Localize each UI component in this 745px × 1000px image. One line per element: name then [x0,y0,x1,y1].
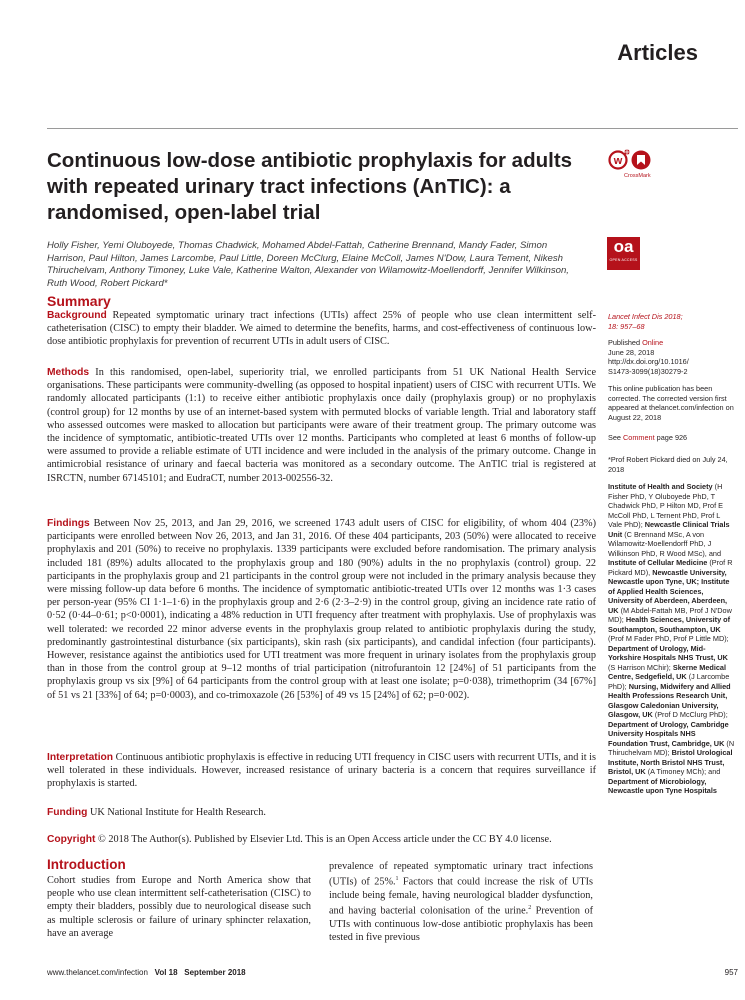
affiliations [608,482,736,796]
copyright-text: © 2018 The Author(s). Published by Elsevier Ltd. This is an Open Access article under the CC BY 4.0 license. [97,834,552,845]
background-text: Repeated symptomatic urinary tract infections (UTIs) affect 25% of people who use clean intermittent self-catheterisation (CISC) to empty their bladder. We aimed to determine the benefits, harms, and cost-effectiveness of continuous low-dose antibiotic prophylaxis for prevention of recurrent UTIs in adult users of CISC. [47,310,596,348]
affiliation-authors: (H Fisher PhD, Y Oluboyede PhD, T Chadwick PhD, P Hilton MD, Prof E McColl PhD, L Ternent PhD, Prof L Vale PhD); [608,482,724,529]
reference-2[interactable]: 2 [528,905,532,912]
crossmark-label: CrossMark [624,173,651,179]
footer-volume: Vol 18 [154,968,178,977]
findings-text: Between Nov 25, 2013, and Jan 29, 2016, we screened 1743 adult users of CISC for eligibility, of whom 404 (23%) participants were enrolled between Nov 26, 2013, and Jan 31, 2016. Of these 404 participants, 203 (50%) were allocated to receive prophylaxis and 201 (50%) to receive no prophylaxis. 1339 participants were excluded before randomisation. The primary analysis included 181 (89%) adults allocated to the prophylaxis group and 180 (90%) adults in the no prophylaxis (control) group. 22 participants in the prophylaxis group and 21 participants in the control group were not included in the primary analysis because they were missing follow-up data before 6 months. The incidence of symptomatic antibiotic-treated UTIs over 12 months was 1·3 cases per person-year (95% CI 1·1–1·6) in the prophylaxis group and 2·6 (2·3–2·9) in the control group, giving an incidence rate ratio of 0·52 (0·44–0·61; p<0·0001), indicating a 48% reduction in UTI frequency after treatment with prophylaxis. Use of prophylaxis was well tolerated: we recorded 22 minor adverse events in the prophylaxis group related to antibiotic prophylaxis during the study, predominantly gastrointestinal disturbance (six participants), skin rash (six participants), and candidal infection (four participants). However, resistance against the antibiotics used for UTI treatment was more frequent in urinary isolates from the prophylaxis group than in those from the control group at 9–12 months of trial participation (nitrofurantoin 12 [24%] of 51 participants from the prophylaxis group vs six [9%] of 64 participants from the control group with at least one isolate; p=0·038), trimethoprim (34 [67%] of 51 vs 21 [33%] of 64; p=0·0003), and co-trimoxazole (26 [53%] of 49 vs 15 [24%] of 62; p=0·002). [47,518,597,701]
reference-1[interactable]: 1 [395,876,399,883]
author-list: Holly Fisher, Yemi Oluboyede, Thomas Chadwick, Mohamed Abdel-Fattah, Catherine Brennand, Mandy Fader, Simon Harrison, Paul Hilton, James Larcombe, Paul Little, Doreen McClurg, Elaine McColl, James N'Dow, Laura Tement, Nikesh Thiruchelvam, Anthony Timoney, Luke Vale, Katherine Walton, Alexander von Wilamowitz-Moellendorff, Jennifer Wilkinson, Ruth Wood, Robert Pickard* [47,240,569,289]
intro-text-a: prevalence of repeated symptomatic urinary tract infections (UTIs) of 25%. [329,861,593,888]
summary-background [47,309,596,349]
interpretation-label: Interpretation [47,752,114,763]
affiliation-authors: (Prof R Pickard MD), [608,558,733,577]
footer-journal[interactable]: www.thelancet.com/infection [47,968,148,977]
summary-funding [47,806,596,819]
crossmark-icon [608,148,652,174]
affiliation-institution: Health Sciences, University of Southampton, Southampton, UK [608,615,731,634]
methods-text: In this randomised, open-label, superiority trial, we enrolled participants from 51 UK National Health Service organisations. These participants were community-dwelling (as opposed to hospital inpatient) users of CISC with recurrent UTIs. We randomly allocated participants (1:1) to receive either antibiotic prophylaxis once daily (prophylaxis group) or no prophylaxis (control group) for 12 months by use of an internet-based system with permuted blocks of variable length. Trial and laboratory staff who assessed outcomes were masked to allocation but participants were aware of their treatment group. The primary outcome was the incidence of symptomatic, antibiotic-treated UTIs over 12 months. Participants who completed at least 6 months of follow-up were assumed to provide a reliable estimate of UTI incidence and were included in the analysis of the primary outcome. Change in antimicrobial resistance of urinary and faecal bacteria was monitored as a secondary outcome. The AnTIC trial is registered at ISRCTN, number 67145101; and EudraCT, number 2013-002556-32. [47,367,597,484]
affiliation-authors: (S Harrison MChir); [608,662,673,672]
summary-methods [47,366,596,485]
header-divider [47,128,738,129]
open-access-icon: oa [613,237,634,256]
affiliation-institution: Institute of Health and Society [608,482,713,491]
affiliation-institution: Department of Urology, Cambridge University Hospitals NHS Foundation Trust, Cambridge, UK [608,719,729,748]
affiliation-institution: Newcastle Clinical Trials Unit [608,520,730,539]
affiliation-authors: (N Thiruchelvam MD); [608,738,735,757]
section-title: Articles [617,40,698,65]
introduction-column-1: Cohort studies from Europe and North America show that people who use clean intermittent self-catheterisation (CISC) to empty their bladders, possibly due to neurological disease such as multiple sclerosis or failure of urinary sphincter relaxation, have an average [47,875,311,939]
findings-label: Findings [47,518,90,529]
summary-copyright [47,833,596,846]
affiliation-institution: Institute of Cellular Medicine [608,558,708,567]
intro-text-c: Prevention of UTIs with continuous low-dose antibiotic prophylaxis has been tested in five previous [329,905,594,943]
doi-line-1[interactable]: http://dx.doi.org/10.1016/ [608,357,689,366]
published-date: June 28, 2018 [608,347,655,357]
interpretation-text: Continuous antibiotic prophylaxis is effective in reducing UTI frequency in CISC users with recurrent UTIs, and it is well tolerated in these individuals. However, increased resistance of urinary bacteria is a concern that requires surveillance if prophylaxis is started. [47,752,597,790]
publication-info [608,338,738,376]
funding-text: UK National Institute for Health Research. [89,807,266,818]
comment-link[interactable]: Comment [623,433,655,442]
summary-heading: Summary [47,293,111,309]
affiliation-institution: Skerne Medical Centre, Sedgefield, UK [608,662,727,681]
affiliation-institution: Department of Urology, Mid-Yorkshire Hospitals NHS Trust, UK [608,643,728,662]
footer-citation [47,968,246,977]
background-label: Background [47,310,107,321]
affiliation-institution: Nursing, Midwifery and Allied Health Professions Research Unit, Glasgow Caledonian University, Glasgow, UK [608,681,731,719]
doi-line-2[interactable]: S1473-3099(18)30279-2 [608,366,688,376]
intro-text-b: Factors that could increase the risk of UTIs include being female, having neurological bladder dysfunction, and having bacterial colonisation of the urine. [329,876,593,917]
citation-journal: Lancet Infect Dis 2018; [608,312,683,321]
open-access-label: OPEN ACCESS [609,258,638,262]
copyright-label: Copyright [47,834,96,845]
affiliation-authors: (C Brennand MSc, A von Wilamowitz-Moellendorff PhD, J Wilkinson PhD, R Wood MSc), and [608,529,722,558]
published-online-link[interactable]: Online [642,338,664,347]
footer-date: September 2018 [184,968,246,977]
svg-text:w: w [613,155,623,167]
crossmark-logo[interactable] [608,148,652,174]
affiliation-institution: Newcastle University, Newcastle upon Tyne, UK; Institute of Applied Health Sciences, University of Aberdeen, Aberdeen, UK [608,567,730,615]
affiliation-institution: Department of Microbiology, Newcastle upon Tyne Hospitals [608,776,717,795]
affiliation-institution: Bristol Urological Institute, North Bristol NHS Trust, Bristol, UK [608,748,733,776]
summary-findings [47,517,596,702]
correction-note: This online publication has been corrected. The corrected version first appeared at thelancet.com/infection on August 22, 2018 [608,384,734,422]
see-prefix: See [608,433,624,442]
citation [608,312,738,331]
open-access-badge [607,237,640,270]
funding-label: Funding [47,807,88,818]
affiliation-authors: (Prof D McClurg PhD); [652,710,728,719]
methods-label: Methods [47,367,90,378]
affiliation-authors: (J Larcombe PhD); [608,672,730,691]
affiliation-authors: (M Abdel-Fattah MB, Prof J N'Dow MD); [608,605,732,624]
introduction-heading: Introduction [47,857,126,872]
see-suffix: page 926 [654,433,688,442]
deceased-note: *Prof Robert Pickard died on July 24, 2018 [608,455,728,474]
see-comment [608,433,738,443]
affiliation-authors: (Prof M Fader PhD, Prof P Little MD); [608,634,729,643]
summary-interpretation [47,751,596,791]
published-prefix: Published [608,338,643,347]
page-number: 957 [724,968,738,977]
affiliation-authors: (A Timoney MCh); and [645,767,721,776]
article-title: Continuous low-dose antibiotic prophylaxis for adults with repeated urinary tract infections (AnTIC): a randomised, open-label trial [47,149,573,224]
citation-pages: 18: 957–68 [608,321,645,331]
introduction-column-2 [329,860,593,944]
